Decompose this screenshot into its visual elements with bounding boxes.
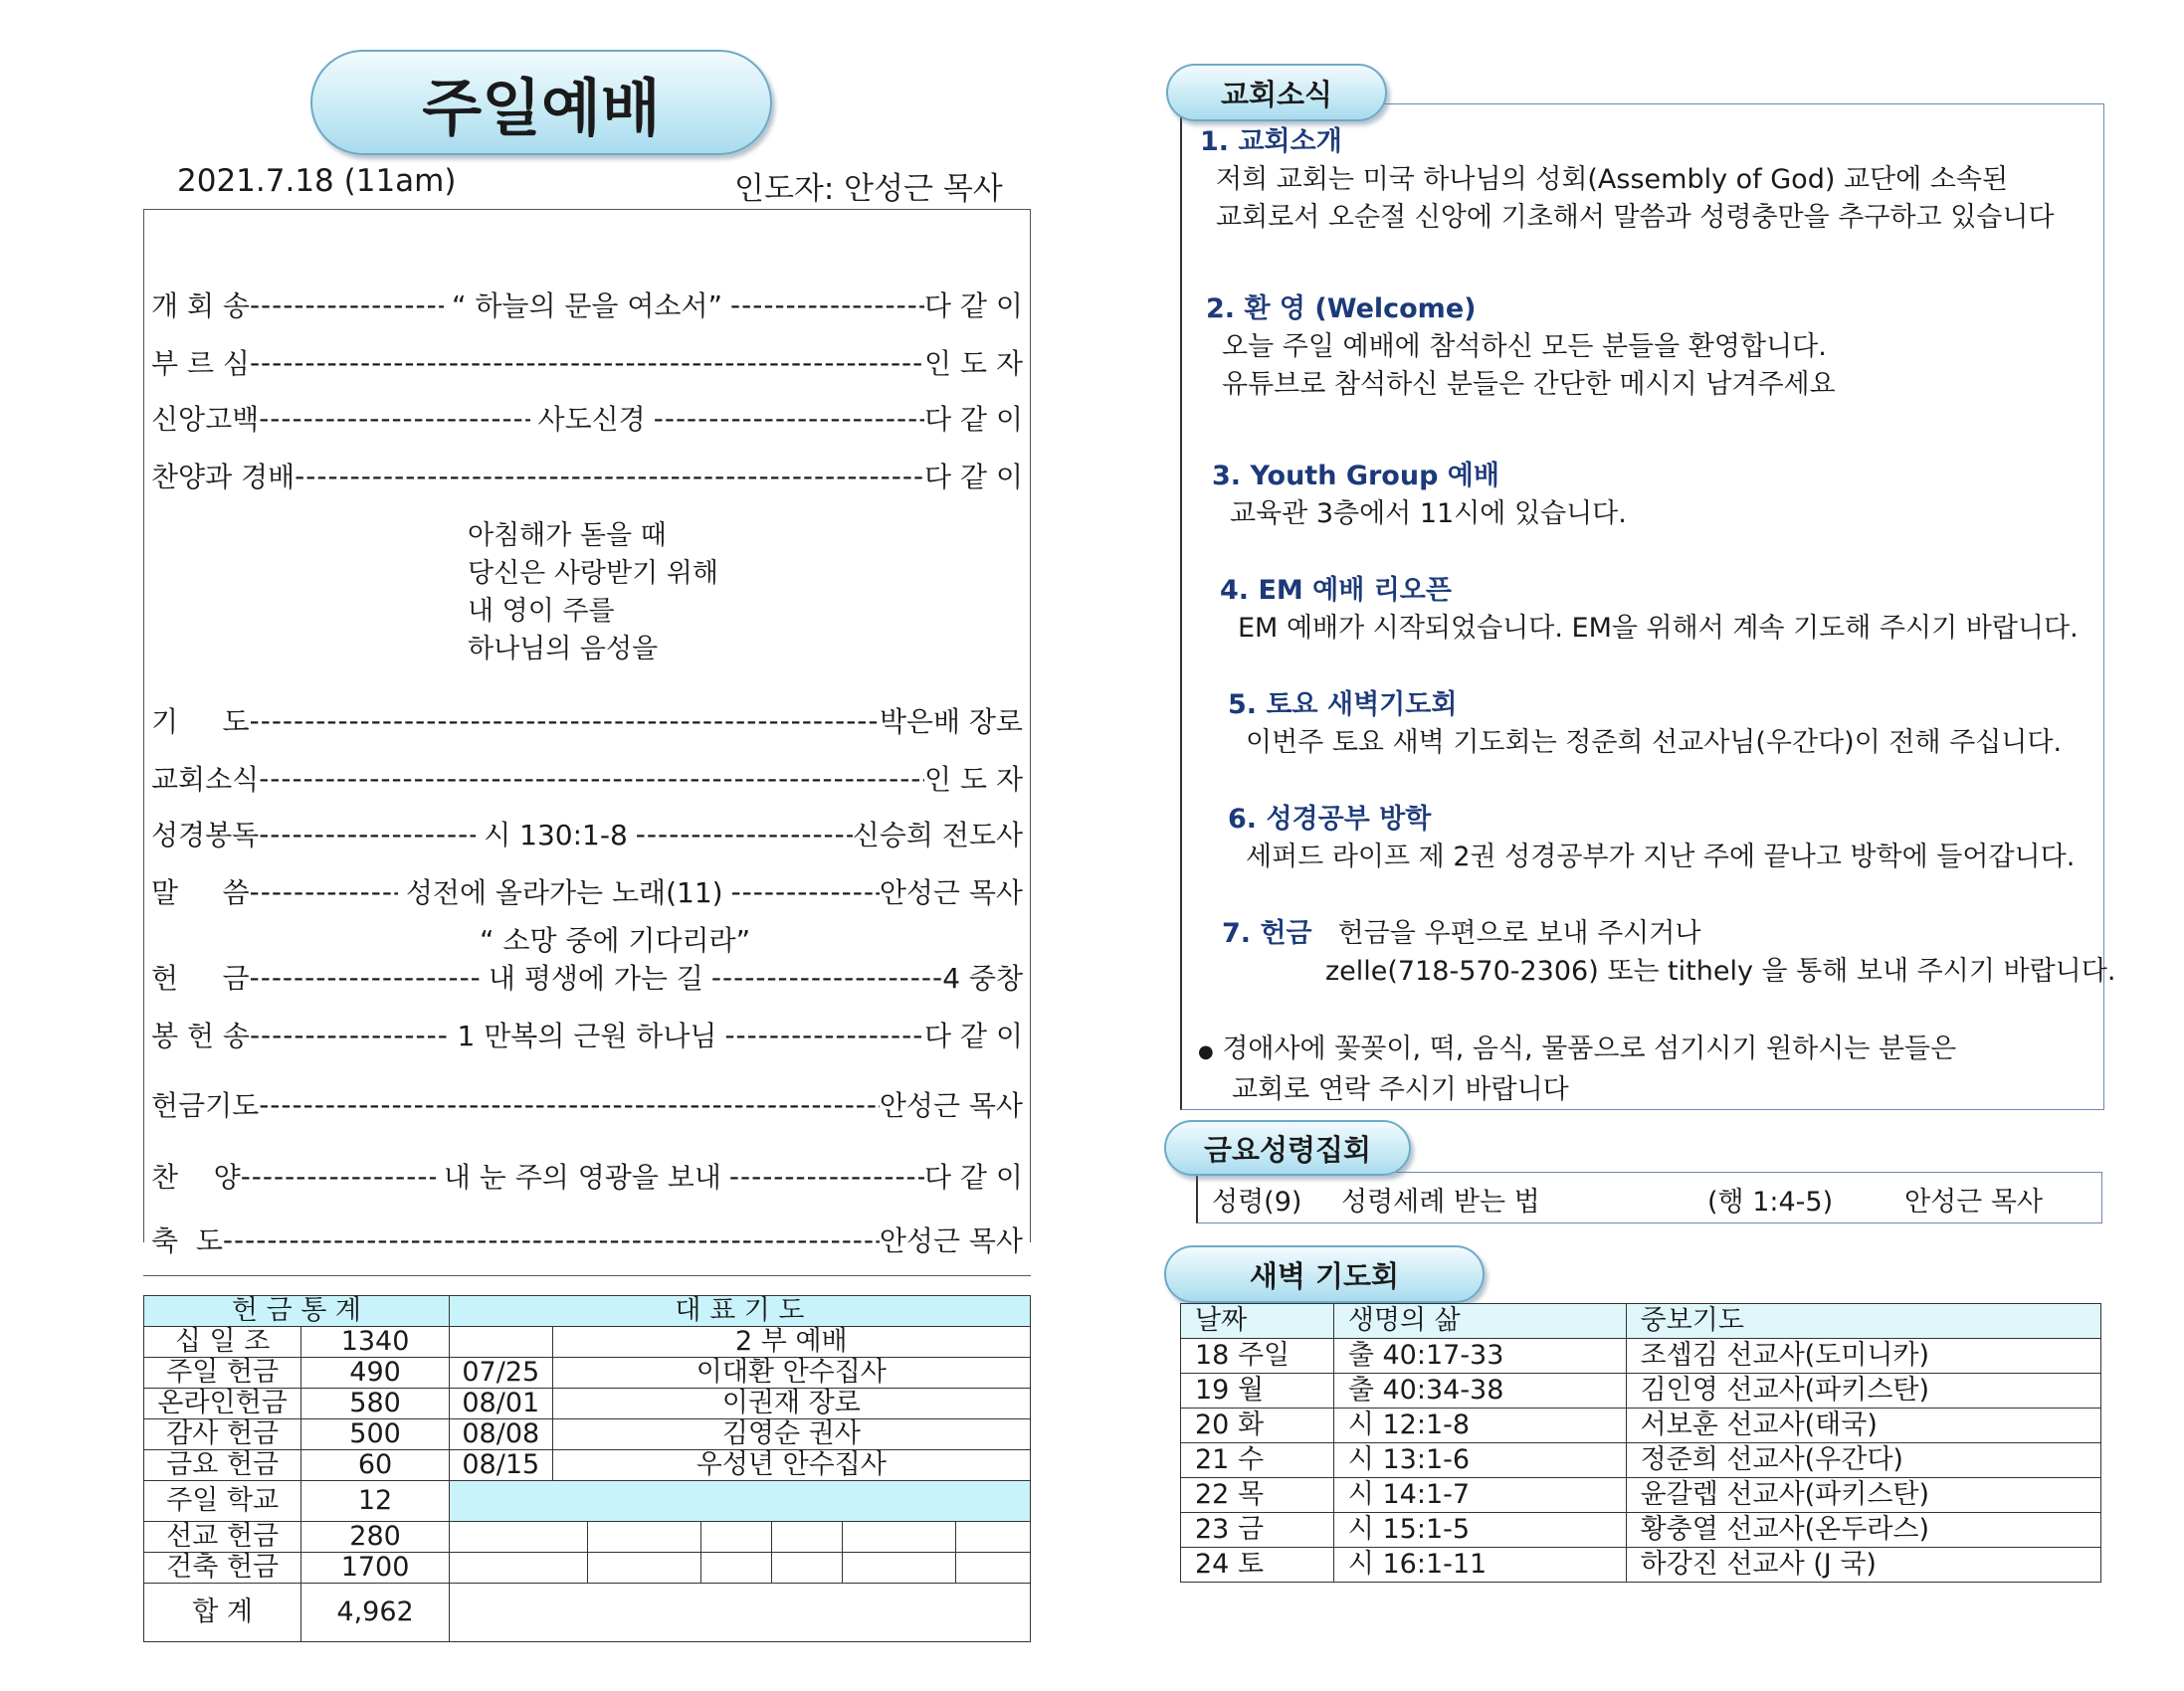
order-label: 찬양과 경배	[151, 461, 296, 493]
order-label: 헌금기도	[151, 1089, 260, 1122]
dawn-title: 새벽 기도회	[1249, 1258, 1400, 1293]
news-item	[1228, 686, 2062, 762]
news-heading: 3. Youth Group 예배	[1212, 461, 1499, 491]
order-label: 개 회 송	[151, 289, 250, 322]
prayer-name: 이대환 안수집사	[552, 1358, 1030, 1389]
dawn-passage: 시 16:1-11	[1333, 1548, 1626, 1583]
offering-amount: 500	[301, 1419, 450, 1450]
news-title: 교회소식	[1220, 77, 1333, 111]
praise-song: 하나님의 음성을	[468, 634, 659, 664]
order-person: 인 도 자	[924, 763, 1023, 796]
offering-table	[143, 1295, 1031, 1642]
news-line: 세퍼드 라이프 제 2권 성경공부가 지난 주에 끝나고 방학에 들어갑니다.	[1246, 842, 2076, 872]
order-content: 내 눈 주의 영광을 보내	[443, 1161, 721, 1194]
friday-title-banner	[1164, 1120, 1411, 1176]
dawn-intercession: 황충열 선교사(온두라스)	[1626, 1513, 2100, 1548]
dawn-row	[1181, 1513, 2101, 1548]
order-content: 내 평생에 가는 길	[488, 962, 703, 995]
dotted-leader	[250, 961, 481, 994]
dotted-leader	[259, 402, 529, 435]
news-item	[1200, 123, 2055, 237]
dawn-header: 중보기도	[1626, 1304, 2100, 1339]
news-bullet-line: 경애사에 꽃꽂이, 떡, 음식, 물품으로 섬기시기 원하시는 분들은	[1222, 1033, 1957, 1064]
dawn-intercession: 서보훈 선교사(태국)	[1626, 1409, 2100, 1443]
order-item	[151, 284, 1023, 324]
order-person: 다 같 이	[924, 1161, 1023, 1194]
friday-cell: (행 1:4-5)	[1707, 1187, 1834, 1218]
order-item	[151, 1015, 1023, 1054]
dawn-header-row	[1181, 1304, 2101, 1339]
dawn-day: 22 목	[1181, 1478, 1334, 1513]
dotted-leader	[241, 1160, 436, 1193]
dotted-leader	[259, 818, 476, 850]
prayer-name: 김영순 권사	[552, 1419, 1030, 1450]
news-line: EM 예배가 시작되었습니다. EM을 위해서 계속 기도해 주시기 바랍니다.	[1238, 613, 2079, 644]
dawn-row	[1181, 1548, 2101, 1583]
dawn-row	[1181, 1339, 2101, 1374]
dawn-row	[1181, 1409, 2101, 1443]
news-heading: 4. EM 예배 리오픈	[1220, 575, 1452, 606]
dawn-day: 20 화	[1181, 1409, 1334, 1443]
news-bullet	[1198, 1031, 1956, 1109]
friday-cell: 성령(9)	[1212, 1187, 1302, 1218]
bullet-icon: ●	[1198, 1041, 1214, 1062]
order-item	[151, 1084, 1023, 1124]
order-content: 1 만복의 근원 하나님	[457, 1020, 717, 1052]
dotted-leader	[259, 1088, 880, 1121]
friday-cell: 안성근 목사	[1904, 1187, 2043, 1218]
order-label: 찬 양	[151, 1161, 241, 1194]
dotted-leader	[259, 762, 924, 795]
dawn-row	[1181, 1374, 2101, 1409]
praise-song: 내 영이 주를	[468, 596, 615, 627]
dawn-row	[1181, 1478, 2101, 1513]
news-line: 교육관 3층에서 11시에 있습니다.	[1230, 498, 1627, 529]
news-item	[1220, 572, 2079, 648]
prayer-header: 대 표 기 도	[449, 1296, 1030, 1327]
order-label: 축 도	[151, 1224, 223, 1257]
order-content: 사도신경	[537, 403, 646, 436]
order-person: 4 중창	[942, 962, 1023, 995]
news-title-banner	[1166, 64, 1387, 121]
news-line: zelle(718-570-2306) 또는 tithely 을 통해 보내 주시기 바랍니다.	[1325, 956, 2116, 987]
prayer-blank-band	[449, 1481, 1030, 1522]
order-person: 안성근 목사	[879, 876, 1023, 909]
offering-name: 주일 헌금	[144, 1358, 301, 1389]
offering-amount: 280	[301, 1522, 450, 1553]
praise-song-list	[468, 517, 718, 668]
dotted-leader	[250, 704, 880, 737]
offering-amount: 580	[301, 1389, 450, 1419]
dotted-leader	[730, 288, 924, 321]
order-person: 다 같 이	[924, 289, 1023, 322]
offering-amount: 12	[301, 1481, 450, 1522]
news-heading: 2. 환 영 (Welcome)	[1206, 293, 1477, 324]
service-date: 2021.7.18 (11am)	[177, 163, 457, 199]
friday-title: 금요성령집회	[1203, 1132, 1372, 1167]
order-person: 인 도 자	[924, 347, 1023, 380]
dotted-leader	[724, 1019, 924, 1051]
dotted-leader	[223, 1223, 880, 1256]
offering-amount: 1340	[301, 1327, 450, 1358]
dawn-header: 생명의 삶	[1333, 1304, 1626, 1339]
order-person: 신승희 전도사	[852, 819, 1023, 851]
order-person: 안성근 목사	[879, 1224, 1023, 1257]
order-item	[151, 456, 1023, 495]
offering-name: 온라인헌금	[144, 1389, 301, 1419]
dotted-leader	[711, 961, 942, 994]
order-item	[151, 1156, 1023, 1196]
dotted-leader	[295, 460, 924, 492]
order-label: 교회소식	[151, 763, 260, 796]
prayer-date: 08/15	[449, 1450, 552, 1481]
order-label: 기 도	[151, 705, 250, 738]
news-line: 오늘 주일 예배에 참석하신 모든 분들을 환영합니다.	[1222, 331, 1827, 362]
order-item	[151, 957, 1023, 997]
dawn-passage: 출 40:17-33	[1333, 1339, 1626, 1374]
friday-cell: 성령세례 받는 법	[1341, 1187, 1540, 1218]
dotted-leader	[250, 875, 398, 908]
prayer-date: 07/25	[449, 1358, 552, 1389]
offering-name: 금요 헌금	[144, 1450, 301, 1481]
dotted-leader	[250, 346, 924, 379]
offering-total-label: 합 계	[144, 1584, 301, 1642]
dawn-day: 21 수	[1181, 1443, 1334, 1478]
dotted-leader	[636, 818, 853, 850]
order-label: 봉 헌 송	[151, 1020, 250, 1052]
order-person: 박은배 장로	[879, 705, 1023, 738]
order-item	[151, 398, 1023, 438]
news-heading: 7. 헌금	[1222, 918, 1312, 949]
order-label: 부 르 심	[151, 347, 250, 380]
offering-name: 십 일 조	[144, 1327, 301, 1358]
dawn-day: 23 금	[1181, 1513, 1334, 1548]
dawn-intercession: 조셉김 선교사(도미니카)	[1626, 1339, 2100, 1374]
dawn-intercession: 김인영 선교사(파키스탄)	[1626, 1374, 2100, 1409]
dawn-day: 19 월	[1181, 1374, 1334, 1409]
dawn-passage: 시 12:1-8	[1333, 1409, 1626, 1443]
order-label: 헌 금	[151, 962, 250, 995]
order-person: 안성근 목사	[879, 1089, 1023, 1122]
dawn-passage: 시 15:1-5	[1333, 1513, 1626, 1548]
prayer-date: 08/08	[449, 1419, 552, 1450]
dawn-header: 날짜	[1181, 1304, 1334, 1339]
order-divider	[143, 1275, 1031, 1276]
order-content: 시 130:1-8	[484, 819, 628, 851]
dotted-leader	[250, 1019, 450, 1051]
sermon-subtitle: “ 소망 중에 기다리라”	[480, 924, 751, 957]
order-person: 다 같 이	[924, 403, 1024, 436]
dawn-passage: 시 13:1-6	[1333, 1443, 1626, 1478]
praise-song: 당신은 사랑받기 위해	[468, 558, 718, 589]
order-label: 성경봉독	[151, 819, 260, 851]
service-leader: 인도자: 안성근 목사	[734, 171, 1003, 207]
order-item	[151, 342, 1023, 382]
dotted-leader	[729, 1160, 924, 1193]
news-item	[1212, 458, 1627, 533]
praise-song: 아침해가 돋을 때	[468, 520, 667, 551]
dawn-table	[1180, 1303, 2101, 1583]
order-content: 성전에 올라가는 노래(11)	[405, 876, 723, 909]
news-heading: 6. 성경공부 방학	[1228, 804, 1432, 835]
page-title: 주일예배	[422, 71, 661, 144]
news-line: 저희 교회는 미국 하나님의 성회(Assembly of God) 교단에 소속된	[1216, 164, 2009, 195]
order-label: 말 씀	[151, 876, 250, 909]
order-item	[151, 1220, 1023, 1259]
news-item	[1228, 801, 2075, 876]
news-line: 교회로서 오순절 신앙에 기초해서 말씀과 성령충만을 추구하고 있습니다	[1216, 202, 2055, 233]
dawn-title-banner	[1164, 1245, 1485, 1303]
offering-name: 주일 학교	[144, 1481, 301, 1522]
offering-amount: 1700	[301, 1553, 450, 1584]
news-bullet-line: 교회로 연락 주시기 바랍니다	[1232, 1074, 1569, 1105]
dawn-day: 24 토	[1181, 1548, 1334, 1583]
prayer-name: 이권재 장로	[552, 1389, 1030, 1419]
offering-amount: 490	[301, 1358, 450, 1389]
worship-title-banner	[310, 50, 772, 155]
dawn-passage: 출 40:34-38	[1333, 1374, 1626, 1409]
dotted-leader	[654, 402, 924, 435]
offering-name: 건축 헌금	[144, 1553, 301, 1584]
news-line: 유튜브로 참석하신 분들은 간단한 메시지 남겨주세요	[1222, 369, 1836, 400]
news-item	[1222, 915, 2115, 991]
order-item	[151, 814, 1023, 853]
order-label: 신앙고백	[151, 403, 260, 436]
dawn-intercession: 하강진 선교사 (J 국)	[1626, 1548, 2100, 1583]
dawn-intercession: 정준희 선교사(우간다)	[1626, 1443, 2100, 1478]
offering-header: 헌 금 통 계	[144, 1296, 450, 1327]
offering-name: 선교 헌금	[144, 1522, 301, 1553]
dotted-leader	[731, 875, 880, 908]
dawn-passage: 시 14:1-7	[1333, 1478, 1626, 1513]
news-heading: 5. 토요 새벽기도회	[1228, 689, 1458, 720]
order-person: 다 같 이	[924, 461, 1023, 493]
order-content: “ 하늘의 문을 여소서”	[451, 289, 723, 322]
order-item	[151, 700, 1023, 740]
offering-amount: 60	[301, 1450, 450, 1481]
prayer-name: 우성년 안수집사	[552, 1450, 1030, 1481]
dotted-leader	[250, 288, 444, 321]
news-item	[1206, 290, 1836, 404]
order-item	[151, 758, 1023, 798]
order-item	[151, 871, 1023, 911]
dawn-row	[1181, 1443, 2101, 1478]
dawn-day: 18 주일	[1181, 1339, 1334, 1374]
news-heading: 1. 교회소개	[1200, 126, 1342, 157]
news-line: 헌금을 우편으로 보내 주시거나	[1337, 918, 1701, 949]
order-person: 다 같 이	[924, 1020, 1023, 1052]
news-line: 이번주 토요 새벽 기도회는 정준희 선교사님(우간다)이 전해 주십니다.	[1246, 727, 2063, 758]
prayer-date: 08/01	[449, 1389, 552, 1419]
offering-total: 4,962	[301, 1584, 450, 1642]
dawn-intercession: 윤갈렙 선교사(파키스탄)	[1626, 1478, 2100, 1513]
prayer-subheader: 2 부 예배	[552, 1327, 1030, 1358]
offering-name: 감사 헌금	[144, 1419, 301, 1450]
